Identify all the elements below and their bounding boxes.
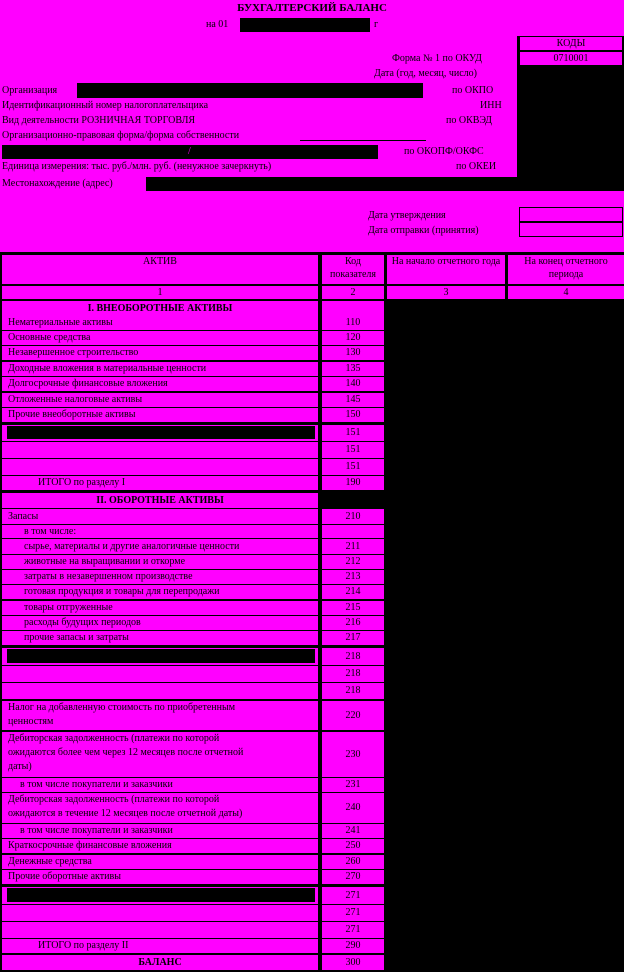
row-label	[2, 539, 318, 554]
form-title: БУХГАЛТЕРСКИЙ БАЛАНС	[237, 2, 387, 14]
date-suffix: г	[374, 19, 379, 30]
col-num-3: 3	[387, 286, 505, 299]
approval-box[interactable]	[519, 207, 623, 222]
table-row	[2, 601, 384, 616]
table-row	[2, 570, 384, 585]
row-label-text: Нематериальные активы	[8, 317, 113, 328]
row-code: 212	[322, 555, 384, 569]
col-num-4: 4	[508, 286, 624, 299]
table-row	[2, 870, 384, 885]
activity-label: Вид деятельности РОЗНИЧНАЯ ТОРГОВЛЯ	[2, 115, 196, 126]
row-code: 271	[322, 905, 384, 921]
row-code: 150	[322, 408, 384, 422]
row-label	[2, 648, 318, 665]
table-row	[2, 442, 384, 459]
table-row	[2, 459, 384, 476]
row-code: 290	[322, 939, 384, 953]
balance-title: БАЛАНС	[2, 955, 318, 970]
okopf-label: по ОКОПФ/ОКФС	[404, 146, 484, 157]
row-label	[2, 555, 318, 569]
row-code: 190	[322, 476, 384, 490]
table-row	[2, 377, 384, 392]
org-label: Организация	[2, 85, 58, 96]
table-row	[2, 666, 384, 683]
table-row	[2, 824, 384, 839]
table-row	[2, 648, 384, 666]
redacted-org	[77, 83, 423, 98]
row-code: 240	[322, 793, 384, 823]
inn-code: ИНН	[480, 100, 502, 111]
row-code: 214	[322, 585, 384, 599]
inn-label: Идентификационный номер налогоплательщика	[2, 100, 209, 111]
row-label	[2, 331, 318, 345]
legal-form-label: Организационно-правовая форма/форма собственности	[2, 130, 240, 141]
row-label-text: Краткосрочные финансовые вложения	[8, 840, 172, 851]
row-code: 151	[322, 425, 384, 441]
table-row	[2, 701, 384, 731]
row-label	[2, 425, 318, 441]
row-label-text: ИТОГО по разделу II	[38, 940, 129, 951]
row-label-text: Прочие оборотные активы	[8, 871, 121, 882]
row-label	[2, 442, 318, 458]
row-label-text: прочие запасы и затраты	[24, 632, 129, 643]
row-code: 270	[322, 870, 384, 884]
row-code	[322, 525, 384, 538]
table-row	[2, 732, 384, 778]
okud-label: Форма № 1 по ОКУД	[392, 53, 482, 64]
row-code: 241	[322, 824, 384, 838]
sent-label: Дата отправки (принятия)	[368, 225, 479, 236]
row-label-text: Дебиторская задолженность (платежи по которой	[8, 794, 220, 805]
row-label-text: Прочие внеоборотные активы	[8, 409, 136, 420]
row-label	[2, 887, 318, 904]
approval-label: Дата утверждения	[368, 210, 446, 221]
row-label	[2, 525, 318, 538]
row-label	[2, 732, 318, 777]
row-code: 151	[322, 442, 384, 458]
row-label-text: ожидаются в течение 12 месяцев после отчетной даты)	[8, 808, 243, 819]
table-row	[2, 631, 384, 646]
row-label	[2, 509, 318, 524]
row-label	[2, 922, 318, 938]
row-label	[2, 939, 318, 953]
row-label-text: в том числе покупатели и заказчики	[20, 779, 173, 790]
address-label: Местонахождение (адрес)	[2, 178, 113, 189]
row-label	[2, 701, 318, 730]
row-label	[2, 316, 318, 330]
row-label	[2, 631, 318, 645]
table-row	[2, 539, 384, 555]
row-label	[2, 601, 318, 615]
table-row	[2, 887, 384, 905]
row-label-text: Дебиторская задолженность (платежи по которой	[8, 733, 220, 744]
okpo-label: по ОКПО	[452, 85, 494, 96]
row-code: 271	[322, 887, 384, 904]
codes-header: КОДЫ	[519, 36, 623, 51]
redacted-row-text	[7, 888, 315, 902]
row-label-text: затраты в незавершенном производстве	[24, 571, 193, 582]
table-row	[2, 683, 384, 700]
row-label	[2, 666, 318, 682]
row-label-text: Основные средства	[8, 332, 91, 343]
table-row	[2, 839, 384, 854]
row-code: 218	[322, 666, 384, 682]
row-label-text: Незавершенное строительство	[8, 347, 139, 358]
legal-form-line	[300, 140, 426, 141]
col-header-code: Код показателя	[322, 255, 384, 284]
row-label	[2, 616, 318, 630]
row-label	[2, 870, 318, 884]
row-code: 213	[322, 570, 384, 584]
row-label-text: товары отгруженные	[24, 602, 113, 613]
table-row	[2, 393, 384, 408]
row-label	[2, 346, 318, 360]
table-row	[2, 316, 384, 331]
section-1-title: I. ВНЕОБОРОТНЫЕ АКТИВЫ	[2, 301, 318, 316]
row-label	[2, 459, 318, 475]
row-code: 211	[322, 539, 384, 554]
row-code: 217	[322, 631, 384, 645]
table-row	[2, 331, 384, 346]
row-label	[2, 570, 318, 584]
col-header-end: На конец отчетного периода	[508, 255, 624, 284]
row-label	[2, 476, 318, 490]
row-code: 120	[322, 331, 384, 345]
row-code: 260	[322, 855, 384, 869]
sent-box[interactable]	[519, 222, 623, 237]
row-label	[2, 683, 318, 699]
row-code: 145	[322, 393, 384, 407]
section-1-code-cell	[322, 301, 384, 316]
okved-label: по ОКВЭД	[446, 115, 492, 126]
okud-code-box[interactable]: 0710001	[519, 51, 623, 66]
table-row	[2, 922, 384, 939]
row-label	[2, 362, 318, 376]
row-label-text: Отложенные налоговые активы	[8, 394, 143, 405]
row-code: 210	[322, 509, 384, 524]
date-prefix: на 01	[206, 19, 229, 30]
row-label-text: даты)	[8, 761, 32, 772]
table-row	[2, 793, 384, 824]
row-label	[2, 824, 318, 838]
table-row	[2, 616, 384, 631]
row-label-text: Долгосрочные финансовые вложения	[8, 378, 168, 389]
col-num-1: 1	[2, 286, 318, 299]
row-label-text: Денежные средства	[8, 856, 92, 867]
row-code: 231	[322, 778, 384, 792]
row-label-text: ИТОГО по разделу I	[38, 477, 126, 488]
date-label: Дата (год, месяц, число)	[374, 68, 477, 79]
redacted-row-text	[7, 649, 315, 663]
row-code: 218	[322, 683, 384, 699]
unit-label: Единица измерения: тыс. руб./млн. руб. (ненужное зачеркнуть)	[2, 161, 272, 172]
row-label-text: расходы будущих периодов	[24, 617, 141, 628]
row-label	[2, 839, 318, 853]
row-code: 110	[322, 316, 384, 330]
col-header-assets: АКТИВ	[2, 255, 318, 284]
row-label	[2, 377, 318, 391]
table-row	[2, 509, 384, 525]
table-row	[2, 855, 384, 870]
row-label-text: сырье, материалы и другие аналогичные ценности	[24, 541, 240, 552]
row-code: 250	[322, 839, 384, 853]
redacted-date	[240, 18, 370, 32]
table-row	[2, 408, 384, 423]
row-label	[2, 793, 318, 823]
row-label-text: Налог на добавленную стоимость по приобретенным	[8, 702, 236, 713]
redacted-address	[146, 177, 624, 191]
okei-label: по ОКЕИ	[456, 161, 497, 172]
row-label	[2, 408, 318, 422]
row-label-text: ценностям	[8, 716, 54, 727]
row-label	[2, 778, 318, 792]
col-num-2: 2	[322, 286, 384, 299]
table-row	[2, 476, 384, 491]
row-code: 218	[322, 648, 384, 665]
row-code: 271	[322, 922, 384, 938]
col-header-begin: На начало отчетного года	[387, 255, 505, 284]
row-label	[2, 855, 318, 869]
slash-label: /	[188, 146, 191, 157]
table-row	[2, 905, 384, 922]
table-row	[2, 585, 384, 600]
row-code: 135	[322, 362, 384, 376]
row-code: 216	[322, 616, 384, 630]
row-code: 151	[322, 459, 384, 475]
table-row	[2, 778, 384, 793]
row-label-text: в том числе:	[24, 526, 77, 537]
section-2-title: II. ОБОРОТНЫЕ АКТИВЫ	[2, 493, 318, 508]
redacted-row-text	[7, 426, 315, 439]
row-code: 230	[322, 732, 384, 777]
table-row	[2, 939, 384, 954]
row-label-text: Запасы	[8, 511, 39, 522]
row-label-text: в том числе покупатели и заказчики	[20, 825, 173, 836]
row-code: 130	[322, 346, 384, 360]
date-code-box[interactable]	[519, 66, 623, 81]
table-row	[2, 346, 384, 361]
row-label	[2, 585, 318, 599]
table-row	[2, 425, 384, 442]
table-row	[2, 555, 384, 570]
row-code: 140	[322, 377, 384, 391]
row-code: 215	[322, 601, 384, 615]
table-row	[2, 525, 384, 539]
row-label-text: готовая продукция и товары для перепродажи	[24, 586, 220, 597]
row-label-text: животные на выращивании и откорме	[24, 556, 186, 567]
balance-code: 300	[322, 955, 384, 970]
row-label	[2, 393, 318, 407]
row-label-text: Доходные вложения в материальные ценности	[8, 363, 207, 374]
row-code: 220	[322, 701, 384, 730]
row-label-text: ожидаются более чем через 12 месяцев после отчетной	[8, 747, 244, 758]
row-label	[2, 905, 318, 921]
table-row	[2, 362, 384, 377]
